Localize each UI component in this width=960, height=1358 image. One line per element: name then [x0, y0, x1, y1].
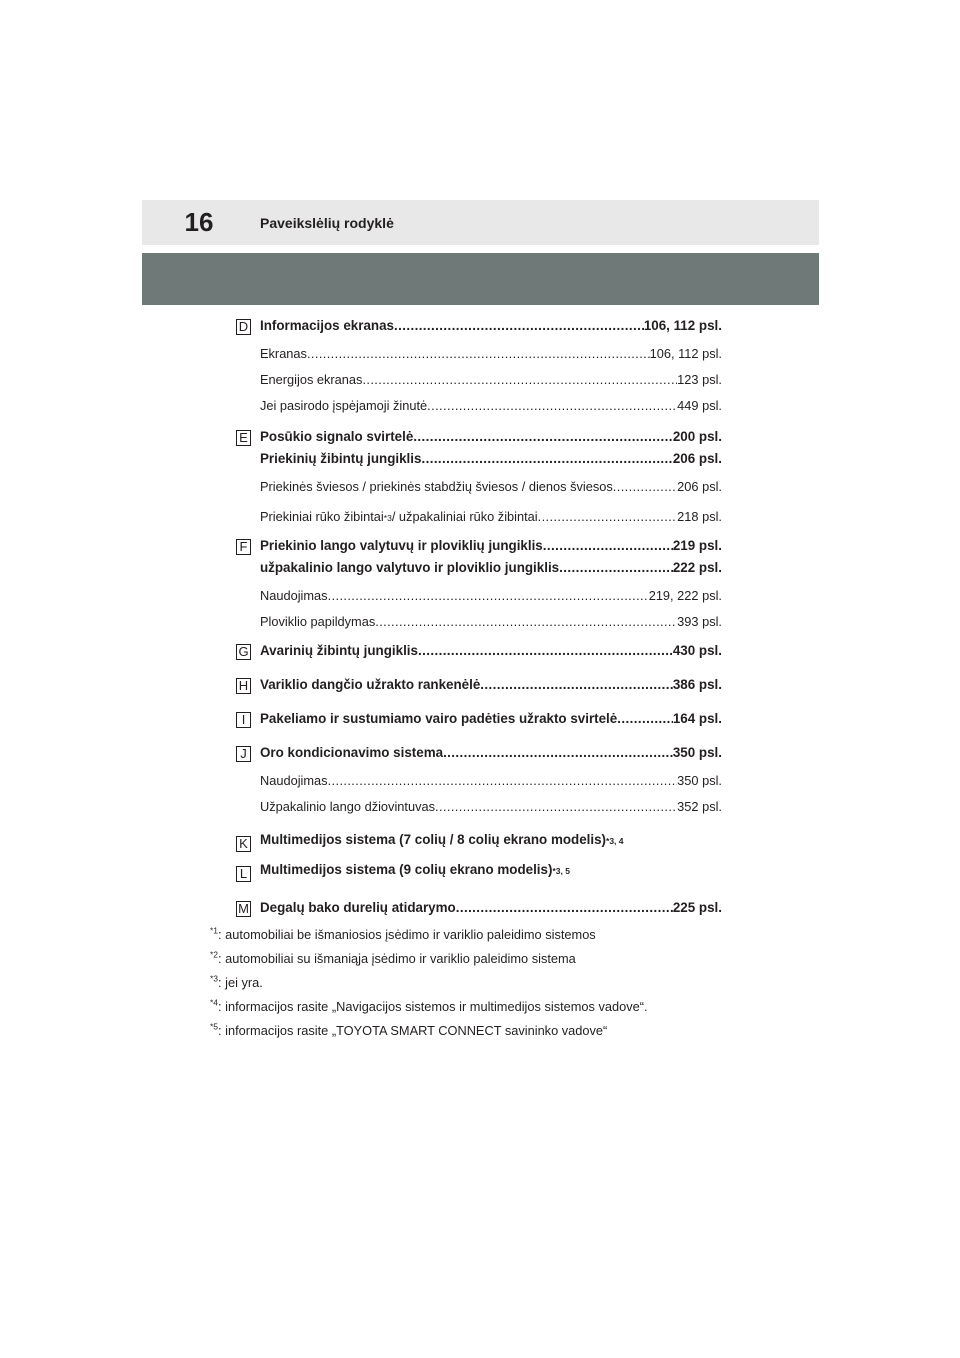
- entry-label: Priekiniai rūko žibintai: [260, 509, 384, 524]
- footnote-mark: *3: [210, 973, 219, 984]
- sub-entry: [260, 346, 722, 372]
- footnote: [210, 951, 576, 966]
- page-title: Paveikslėlių rodyklė: [260, 214, 394, 231]
- entry-page: 350 psl.: [672, 745, 722, 760]
- footnote: [210, 1023, 607, 1038]
- sub-entry: Priekiniai rūko žibintai *3 / užpakaliniai rūko žibintai ..... 218 psl.: [260, 509, 722, 535]
- sub-entry: [260, 372, 722, 398]
- sub-entry: [260, 588, 722, 614]
- sub-entry: [260, 773, 722, 799]
- footnote-mark: *4: [210, 997, 219, 1008]
- footnote-text: : informacijos rasite „Navigacijos sistemos ir multimedijos sistemos vadove“.: [218, 999, 648, 1014]
- entry-page: 222 psl.: [672, 560, 722, 575]
- entry-page: 206 psl.: [672, 451, 722, 466]
- footnote: [210, 999, 648, 1014]
- entry-page: 386 psl.: [672, 677, 722, 692]
- entry-page: 200 psl.: [672, 429, 722, 444]
- index-entry-j: [236, 745, 722, 825]
- entry-label: Naudojimas: [260, 588, 328, 603]
- main-entry: [260, 318, 722, 340]
- index-entry-g: [236, 643, 722, 665]
- entry-label-cont: / užpakaliniai rūko žibintai: [391, 509, 538, 524]
- entry-page: 352 psl.: [677, 799, 722, 814]
- entry-page: 123 psl.: [677, 372, 722, 387]
- entry-page: 225 psl.: [672, 900, 722, 915]
- main-entry: [260, 711, 722, 733]
- section-letter-badge: J: [236, 746, 251, 762]
- entry-label: Priekinės šviesos / priekinės stabdžių šviesos / dienos šviesos: [260, 479, 613, 494]
- section-letter-badge: M: [236, 901, 251, 917]
- sub-entry: [260, 398, 722, 424]
- index-entry-h: [236, 677, 722, 699]
- entry-page: 219, 222 psl.: [648, 588, 722, 603]
- entry-page: 350 psl.: [677, 773, 722, 788]
- main-entry: Multimedijos sistema (9 colių ekrano modelis) *3, 5: [260, 862, 570, 877]
- index-entry-f: [236, 538, 722, 640]
- footnote-mark: *1: [210, 925, 219, 936]
- entry-page: 219 psl.: [672, 538, 722, 553]
- footnote-text: : automobiliai be išmaniosios įsėdimo ir variklio paleidimo sistemos: [218, 927, 596, 942]
- entry-label: Informacijos ekranas: [260, 318, 394, 333]
- section-letter-badge: G: [236, 644, 251, 660]
- entry-label: Ploviklio papildymas: [260, 614, 376, 629]
- section-letter-badge: D: [236, 319, 251, 335]
- section-band: [142, 253, 819, 305]
- footnote: [210, 975, 263, 990]
- main-entry: [260, 643, 722, 665]
- page-header: [142, 200, 819, 245]
- main-entry: [260, 900, 722, 922]
- footnote-text: : automobiliai su išmaniąja įsėdimo ir variklio paleidimo sistema: [218, 951, 576, 966]
- footnote: [210, 927, 596, 942]
- entry-label: Pakeliamo ir sustumiamo vairo padėties užrakto svirtelė: [260, 711, 618, 726]
- index-entry-l: [236, 862, 722, 888]
- footnote-mark: *5: [210, 1021, 219, 1032]
- section-letter-badge: K: [236, 836, 251, 852]
- entry-page: 449 psl.: [677, 398, 722, 413]
- entry-label: Posūkio signalo svirtelė: [260, 429, 414, 444]
- entry-page: 106, 112 psl.: [649, 346, 722, 361]
- footnote-text: : informacijos rasite „TOYOTA SMART CONNECT savininko vadove“: [218, 1023, 608, 1038]
- sub-entry: [260, 614, 722, 640]
- section-letter-badge: L: [236, 866, 251, 882]
- entry-label: užpakalinio lango valytuvo ir ploviklio jungiklis: [260, 560, 560, 575]
- entry-label: Degalų bako durelių atidarymo: [260, 900, 456, 915]
- main-entry: [260, 451, 722, 473]
- entry-page: 164 psl.: [672, 711, 722, 726]
- entry-label: Multimedijos sistema (7 colių / 8 colių ekrano modelis): [260, 832, 607, 847]
- index-entry-m: [236, 900, 722, 922]
- entry-label: Oro kondicionavimo sistema: [260, 745, 444, 760]
- entry-label: Ekranas: [260, 346, 307, 361]
- entry-label: Jei pasirodo įspėjamoji žinutė: [260, 398, 428, 413]
- entry-label: Avarinių žibintų jungiklis: [260, 643, 418, 658]
- entry-page: 206 psl.: [677, 479, 722, 494]
- entry-page: 393 psl.: [677, 614, 722, 629]
- main-entry: [260, 560, 722, 582]
- entry-label: Naudojimas: [260, 773, 328, 788]
- entry-page: 106, 112 psl.: [643, 318, 722, 333]
- entry-label: Multimedijos sistema (9 colių ekrano modelis): [260, 862, 553, 877]
- index-entry-e: [236, 429, 722, 535]
- main-entry: [260, 429, 722, 451]
- main-entry: [260, 745, 722, 767]
- index-entry-i: [236, 711, 722, 733]
- entry-label: Energijos ekranas: [260, 372, 363, 387]
- main-entry: [260, 677, 722, 699]
- section-letter-badge: F: [236, 539, 251, 555]
- index-entry-d: [236, 318, 722, 424]
- main-entry: [260, 538, 722, 560]
- index-entry-k: [236, 832, 722, 858]
- entry-label: Variklio dangčio užrakto rankenėlė: [260, 677, 481, 692]
- footnote-mark: *2: [210, 949, 219, 960]
- sub-entry: [260, 799, 722, 825]
- entry-label: Priekinių žibintų jungiklis: [260, 451, 422, 466]
- section-letter-badge: H: [236, 678, 251, 694]
- main-entry: Multimedijos sistema (7 colių / 8 colių ekrano modelis) *3, 4: [260, 832, 624, 847]
- entry-page: 430 psl.: [672, 643, 722, 658]
- footnote-text: : jei yra.: [218, 975, 263, 990]
- section-letter-badge: I: [236, 712, 251, 728]
- entry-label: Priekinio lango valytuvų ir ploviklių jungiklis: [260, 538, 543, 553]
- section-letter-badge: E: [236, 430, 251, 446]
- sub-entry: [260, 479, 722, 509]
- page-number: 16: [184, 207, 214, 237]
- entry-page: 218 psl.: [677, 509, 722, 524]
- entry-label: Užpakalinio lango džiovintuvas: [260, 799, 435, 814]
